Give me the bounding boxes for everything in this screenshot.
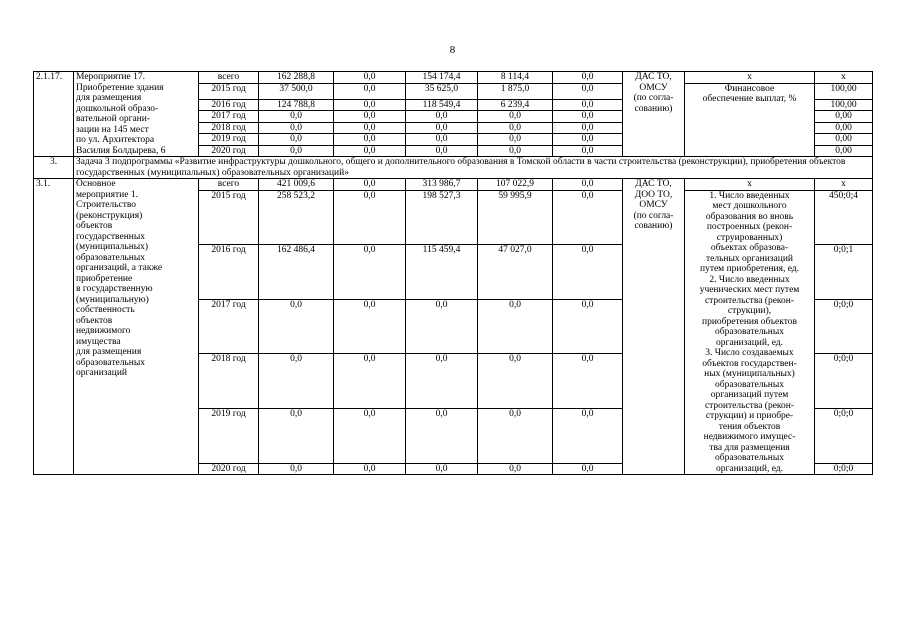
amount-cell: 0,0 — [478, 145, 553, 157]
amount-cell: 0,0 — [334, 99, 406, 111]
amount-cell: 1 875,0 — [478, 83, 553, 99]
amount-cell: 0,0 — [478, 408, 553, 463]
indicator-header: х — [685, 179, 815, 191]
amount-cell: 198 527,3 — [406, 190, 478, 245]
year-label: всего — [199, 179, 259, 191]
indicator-name: 1. Число введенных мест дошкольного образования во вновь построенных (рекон- струированных) объектах образова- тельных организаций путем приобретения, ед. 2. Число введенных ученических мест путем строительства (рекон- струкции), приобретения объектов образовательных организаций, ед. 3. Число создаваемых объектов государствен- ных (муниципальных) образовательных организаций путем строительства (рекон- струкции) и приобре- тения объектов недвижимого имущес- тва для размещения образовательных организаций, ед. — [685, 190, 815, 475]
amount-cell: 0,0 — [259, 463, 334, 475]
year-label: 2015 год — [199, 83, 259, 99]
amount-cell: 313 986,7 — [406, 179, 478, 191]
amount-cell: 0,0 — [553, 190, 623, 245]
amount-cell: 0,0 — [259, 299, 334, 354]
indicator-value: 0;0;0 — [815, 299, 873, 354]
amount-cell: 47 027,0 — [478, 245, 553, 300]
task-text: Задача 3 подпрограммы «Развитие инфраструктуры дошкольного, общего и дополнительного образования в Томской области в части строительства (реконструкции), приобретения объектов государственных (муниципальных) образовательных организаций» — [74, 157, 873, 179]
amount-cell: 0,0 — [334, 83, 406, 99]
measure-code: 3.1. — [34, 179, 74, 475]
amount-cell: 0,0 — [334, 134, 406, 146]
program-measures-table — [33, 71, 873, 475]
amount-cell: 0,0 — [259, 408, 334, 463]
amount-cell: 0,0 — [334, 245, 406, 300]
amount-cell: 59 995,9 — [478, 190, 553, 245]
indicator-value: 0,00 — [815, 145, 873, 157]
measure-name: Мероприятие 17. Приобретение здания для размещения дошкольной образо- вательной органи- зации на 145 мест по ул. Архитектора Василия Болдырева, 6 — [74, 72, 199, 157]
year-label: 2017 год — [199, 299, 259, 354]
amount-cell: 35 625,0 — [406, 83, 478, 99]
year-label: 2018 год — [199, 122, 259, 134]
table-body — [34, 72, 873, 475]
year-label: 2019 год — [199, 134, 259, 146]
indicator-value: 100,00 — [815, 99, 873, 111]
amount-cell: 0,0 — [553, 299, 623, 354]
amount-cell: 124 788,8 — [259, 99, 334, 111]
amount-cell: 0,0 — [553, 99, 623, 111]
amount-cell: 0,0 — [334, 190, 406, 245]
amount-cell: 0,0 — [553, 122, 623, 134]
amount-cell: 0,0 — [334, 463, 406, 475]
amount-cell: 0,0 — [553, 83, 623, 99]
amount-cell: 0,0 — [406, 463, 478, 475]
amount-cell: 0,0 — [406, 134, 478, 146]
indicator-name: Финансовое обеспечение выплат, % — [685, 83, 815, 157]
indicator-value: х — [815, 179, 873, 191]
measure-code: 2.1.17. — [34, 72, 74, 157]
year-label: всего — [199, 72, 259, 84]
amount-cell: 0,0 — [553, 179, 623, 191]
measure-name: Основное мероприятие 1. Строительство (реконструкция) объектов государственных (муниципальных) образовательных организаций, а также приобретение в государственную (муниципальную) собственность объектов недвижимого имущества для размещения образовательных организаций — [74, 179, 199, 475]
amount-cell: 0,0 — [478, 463, 553, 475]
indicator-value: 450;0;4 — [815, 190, 873, 245]
amount-cell: 6 239,4 — [478, 99, 553, 111]
amount-cell: 107 022,9 — [478, 179, 553, 191]
page-number: 8 — [449, 44, 456, 56]
task-code: 3. — [34, 157, 74, 179]
indicator-value: х — [815, 72, 873, 84]
amount-cell: 162 288,8 — [259, 72, 334, 84]
amount-cell: 0,0 — [259, 354, 334, 409]
amount-cell: 0,0 — [553, 134, 623, 146]
amount-cell: 0,0 — [553, 354, 623, 409]
indicator-header: х — [685, 72, 815, 84]
amount-cell: 115 459,4 — [406, 245, 478, 300]
amount-cell: 0,0 — [553, 145, 623, 157]
amount-cell: 0,0 — [334, 408, 406, 463]
year-label: 2016 год — [199, 99, 259, 111]
year-label: 2020 год — [199, 463, 259, 475]
amount-cell: 0,0 — [478, 134, 553, 146]
indicator-value: 0;0;0 — [815, 354, 873, 409]
amount-cell: 0,0 — [406, 145, 478, 157]
indicator-value: 0,00 — [815, 111, 873, 123]
amount-cell: 0,0 — [259, 145, 334, 157]
amount-cell: 0,0 — [406, 354, 478, 409]
amount-cell: 8 114,4 — [478, 72, 553, 84]
indicator-value: 0,00 — [815, 134, 873, 146]
amount-cell: 0,0 — [406, 122, 478, 134]
indicator-value: 0,00 — [815, 122, 873, 134]
indicator-value: 0;0;0 — [815, 463, 873, 475]
amount-cell: 0,0 — [406, 111, 478, 123]
amount-cell: 0,0 — [259, 111, 334, 123]
amount-cell: 0,0 — [478, 122, 553, 134]
amount-cell: 0,0 — [259, 122, 334, 134]
amount-cell: 0,0 — [334, 145, 406, 157]
amount-cell: 0,0 — [406, 299, 478, 354]
amount-cell: 0,0 — [334, 111, 406, 123]
amount-cell: 154 174,4 — [406, 72, 478, 84]
amount-cell: 0,0 — [334, 299, 406, 354]
amount-cell: 0,0 — [553, 463, 623, 475]
year-label: 2015 год — [199, 190, 259, 245]
table-row — [34, 179, 873, 191]
year-label: 2018 год — [199, 354, 259, 409]
executor-cell: ДАС ТО, ОМСУ (по согла- сованию) — [623, 72, 685, 157]
amount-cell: 0,0 — [334, 354, 406, 409]
amount-cell: 0,0 — [259, 134, 334, 146]
year-label: 2020 год — [199, 145, 259, 157]
amount-cell: 0,0 — [553, 111, 623, 123]
indicator-value: 0;0;0 — [815, 408, 873, 463]
table-row — [34, 72, 873, 84]
amount-cell: 0,0 — [478, 354, 553, 409]
amount-cell: 421 009,6 — [259, 179, 334, 191]
indicator-value: 0;0;1 — [815, 245, 873, 300]
task-row — [34, 157, 873, 179]
amount-cell: 0,0 — [553, 72, 623, 84]
year-label: 2017 год — [199, 111, 259, 123]
amount-cell: 0,0 — [334, 122, 406, 134]
amount-cell: 0,0 — [478, 299, 553, 354]
amount-cell: 258 523,2 — [259, 190, 334, 245]
amount-cell: 0,0 — [553, 245, 623, 300]
year-label: 2019 год — [199, 408, 259, 463]
indicator-value: 100,00 — [815, 83, 873, 99]
amount-cell: 0,0 — [553, 408, 623, 463]
amount-cell: 162 486,4 — [259, 245, 334, 300]
amount-cell: 0,0 — [406, 408, 478, 463]
amount-cell: 0,0 — [478, 111, 553, 123]
executor-cell: ДАС ТО, ДОО ТО, ОМСУ (по согла- сованию) — [623, 179, 685, 475]
amount-cell: 0,0 — [334, 179, 406, 191]
amount-cell: 118 549,4 — [406, 99, 478, 111]
amount-cell: 37 500,0 — [259, 83, 334, 99]
year-label: 2016 год — [199, 245, 259, 300]
amount-cell: 0,0 — [334, 72, 406, 84]
